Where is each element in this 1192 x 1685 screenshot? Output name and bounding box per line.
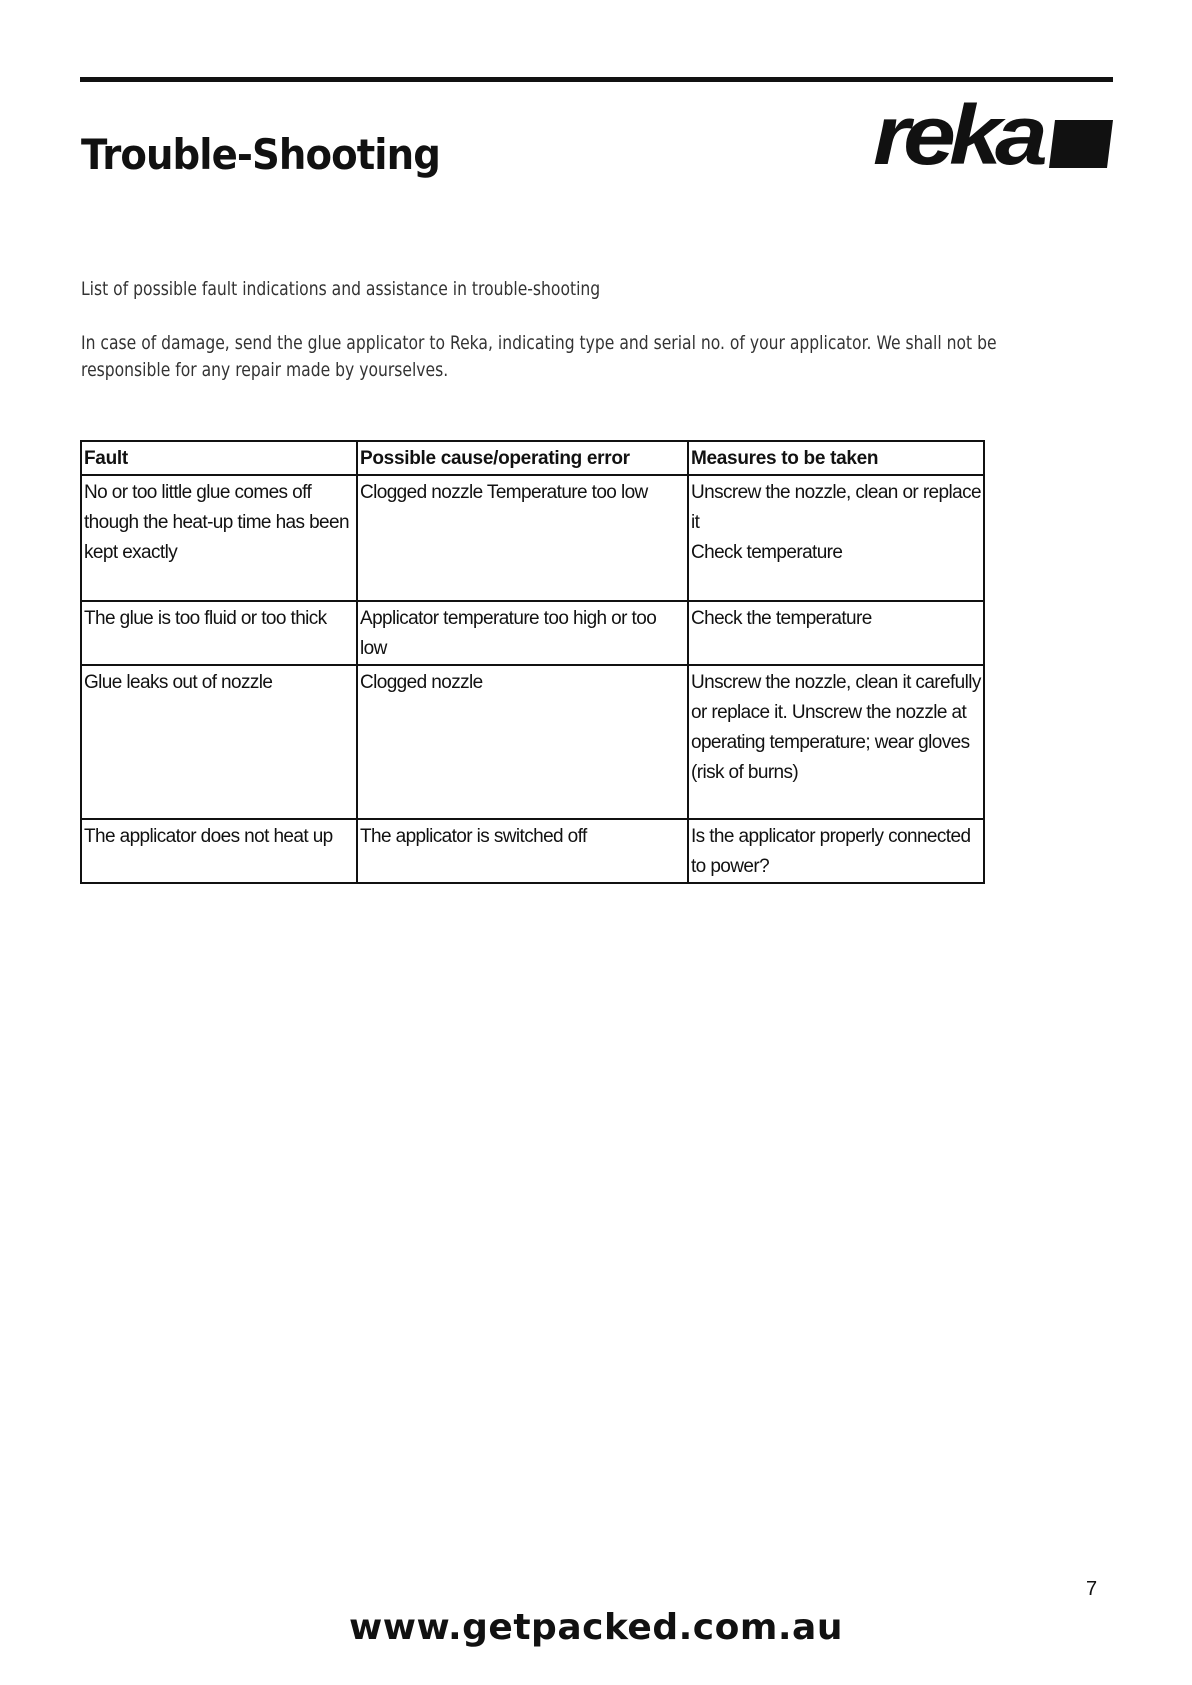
measures-cell: Check the temperature xyxy=(688,601,984,665)
table-row xyxy=(81,475,984,601)
header-cause: Possible cause/operating error xyxy=(357,441,688,475)
measures-cell: Unscrew the nozzle, clean or replace it Check temperature xyxy=(688,475,984,601)
cause-cell: Clogged nozzle xyxy=(357,665,688,819)
table-row xyxy=(81,601,984,665)
footer-url: www.getpacked.com.au xyxy=(349,1607,843,1648)
header-measures: Measures to be taken xyxy=(688,441,984,475)
page-title: Trouble-Shooting xyxy=(81,130,440,179)
cause-cell: Clogged nozzle Temperature too low xyxy=(357,475,688,601)
header-fault: Fault xyxy=(81,441,357,475)
page-number: 7 xyxy=(1086,1578,1098,1600)
fault-cell: Glue leaks out of nozzle xyxy=(81,665,357,819)
top-rule xyxy=(80,77,1113,82)
measures-cell: Is the applicator properly connected to power? xyxy=(688,819,984,883)
reka-logo xyxy=(871,100,1113,174)
table-row xyxy=(81,819,984,883)
intro-text: List of possible fault indications and assistance in trouble-shooting xyxy=(81,278,601,300)
svg-text:reka: reka xyxy=(873,100,1046,174)
cause-cell: The applicator is switched off xyxy=(357,819,688,883)
damage-notice: In case of damage, send the glue applicator to Reka, indicating type and serial no. of your applicator. We shall not be responsible for any repair made by yourselves. xyxy=(81,332,997,381)
fault-cell: The applicator does not heat up xyxy=(81,819,357,883)
table-header-row xyxy=(81,441,984,475)
trouble-shooting-table xyxy=(80,440,985,884)
table-row xyxy=(81,665,984,819)
fault-cell: No or too little glue comes off though the heat-up time has been kept exactly xyxy=(81,475,357,601)
measures-cell: Unscrew the nozzle, clean it carefully or replace it. Unscrew the nozzle at operating temperature; wear gloves (risk of burns) xyxy=(688,665,984,819)
cause-cell: Applicator temperature too high or too low xyxy=(357,601,688,665)
fault-cell: The glue is too fluid or too thick xyxy=(81,601,357,665)
